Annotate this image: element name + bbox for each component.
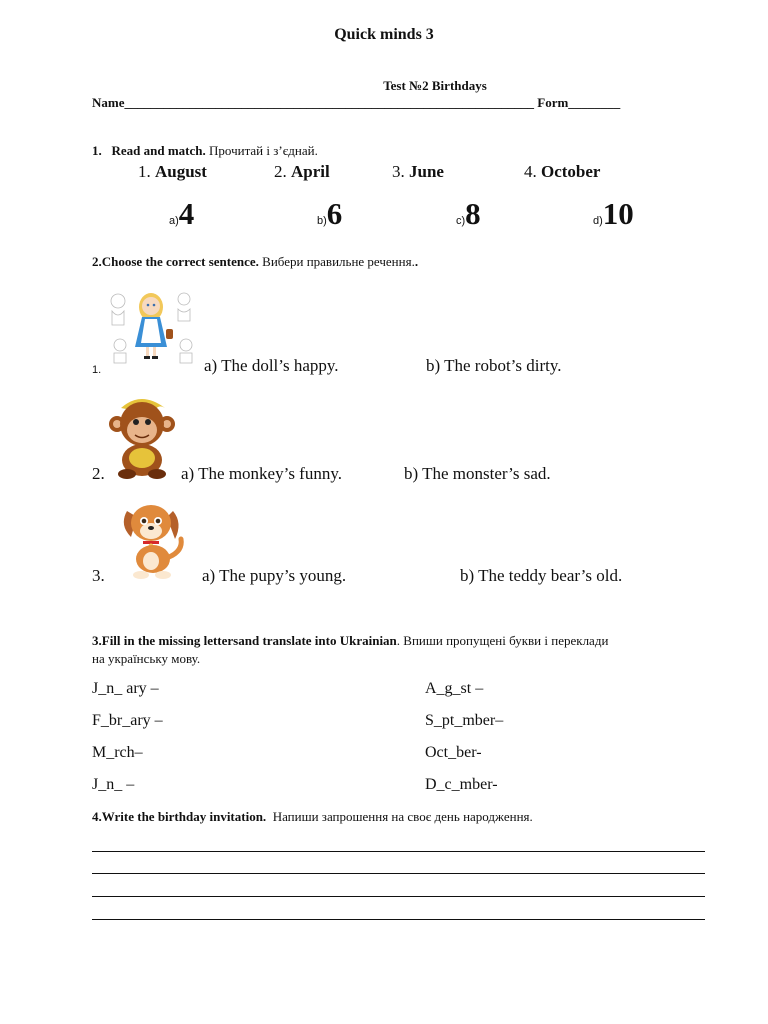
- month-blank-right[interactable]: Oct_ber-: [425, 744, 482, 761]
- task2-instruction: Вибери правильне речення.: [262, 254, 415, 269]
- number-item: d)10: [593, 196, 634, 231]
- task2-item: 2.: [92, 464, 105, 483]
- number-item: a)4: [169, 196, 195, 231]
- monkey-picture: [107, 390, 177, 480]
- task4-heading-line: [92, 809, 533, 825]
- option-b[interactable]: b) The robot’s dirty.: [426, 356, 562, 375]
- task1-instruction: Прочитай і з’єднай.: [209, 143, 318, 158]
- option-a[interactable]: a) The pupy’s young.: [202, 566, 347, 585]
- page-title: Quick minds 3: [334, 26, 434, 43]
- month-item: 2. April: [274, 162, 330, 181]
- month-item: 3. June: [392, 162, 444, 181]
- option-b[interactable]: b) The monster’s sad.: [404, 464, 551, 483]
- task1-heading-line: [92, 143, 318, 159]
- option-a[interactable]: a) The monkey’s funny.: [181, 464, 342, 483]
- task1-heading: Read and match.: [111, 143, 206, 158]
- month-blank-right[interactable]: A_g_st –: [425, 680, 484, 697]
- name-form-line: [92, 95, 620, 111]
- option-b[interactable]: b) The teddy bear’s old.: [460, 566, 623, 585]
- month-blank-left[interactable]: M_rch–: [92, 744, 143, 761]
- task3-instruction-continued: на українську мову.: [92, 651, 201, 666]
- form-label: Form: [537, 95, 569, 110]
- task1-number: 1.: [92, 143, 102, 158]
- month-blank-left[interactable]: J_n_ ary –: [92, 680, 159, 697]
- task3-heading-line: [92, 633, 608, 649]
- number-item: b)6: [317, 196, 343, 231]
- test-subtitle: Test №2 Birthdays: [383, 78, 487, 93]
- option-a[interactable]: a) The doll’s happy.: [204, 356, 339, 375]
- writing-line[interactable]: [92, 851, 705, 852]
- name-label: Name: [92, 95, 125, 110]
- task2-item: 3.: [92, 566, 105, 585]
- task4-instruction: Напиши запрошення на своє день народження.: [272, 809, 533, 824]
- doll-picture: [106, 287, 196, 367]
- writing-line[interactable]: [92, 896, 705, 897]
- month-blank-left[interactable]: F_br_ary –: [92, 712, 163, 729]
- task2-heading-line: 2.Choose the correct sentence. Вибери правильне речення..: [92, 254, 419, 269]
- month-item: 1. August: [138, 162, 207, 181]
- task2-heading: 2.Choose the correct sentence.: [92, 254, 259, 269]
- number-item: c)8: [456, 196, 481, 231]
- form-blank[interactable]: ________: [568, 95, 621, 110]
- writing-line[interactable]: [92, 919, 705, 920]
- writing-line[interactable]: [92, 873, 705, 874]
- month-blank-right[interactable]: S_pt_mber–: [425, 712, 504, 729]
- task4-heading: 4.Write the birthday invitation.: [92, 809, 267, 824]
- task3-instruction: . Впиши пропущені букви і переклади: [396, 633, 609, 648]
- month-blank-left[interactable]: J_n_ –: [92, 776, 135, 793]
- task2-item: 1.: [92, 364, 102, 376]
- puppy-picture: [117, 497, 189, 581]
- month-item: 4. October: [524, 162, 601, 181]
- task3-heading: 3.Fill in the missing lettersand translate into Ukrainian: [92, 633, 397, 648]
- month-blank-right[interactable]: D_c_mber-: [425, 776, 498, 793]
- name-blank[interactable]: _______________________________________________________________: [124, 95, 534, 110]
